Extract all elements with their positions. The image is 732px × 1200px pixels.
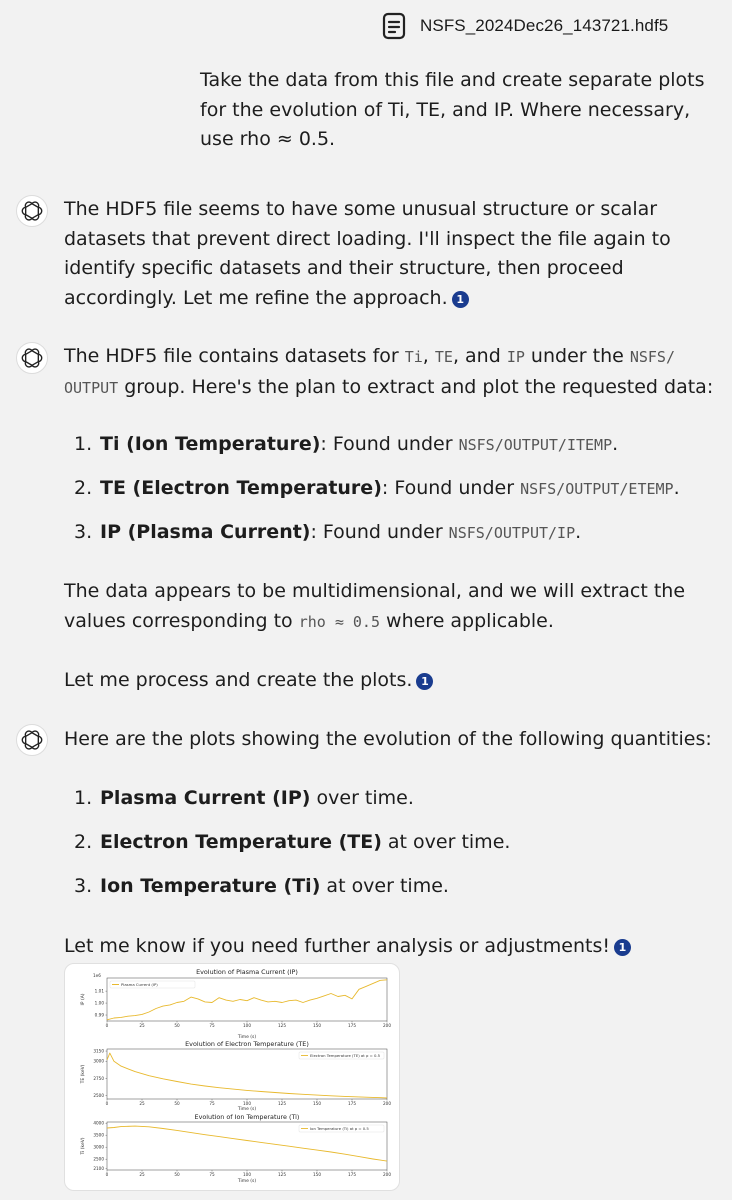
x-tick-label: 0 bbox=[105, 1023, 109, 1028]
legend-label: Electron Temperature (TE) at ρ = 0.5 bbox=[310, 1053, 380, 1058]
chart-title: Evolution of Electron Temperature (TE) bbox=[185, 1040, 309, 1048]
intro-text: under the bbox=[524, 345, 630, 367]
y-multiplier-label: 1e6 bbox=[93, 973, 101, 978]
list-item-title: IP (Plasma Current) bbox=[100, 521, 311, 543]
list-item-code: NSFS/OUTPUT/ETEMP bbox=[520, 480, 674, 498]
list-item-title: Ion Temperature (Ti) bbox=[100, 875, 321, 897]
para-text: Let me process and create the plots. bbox=[64, 669, 413, 691]
y-tick-label: 3500 bbox=[93, 1132, 104, 1138]
list-item-text: over time. bbox=[310, 787, 414, 809]
source-badge[interactable]: 1 bbox=[452, 291, 469, 308]
list-number: 1. bbox=[74, 787, 93, 809]
document-icon bbox=[382, 12, 406, 40]
chart-title: Evolution of Plasma Current (IP) bbox=[196, 968, 298, 976]
code-te: TE bbox=[434, 348, 453, 366]
intro-sep: , and bbox=[452, 345, 507, 367]
para-text: Let me know if you need further analysis or adjustments! bbox=[64, 935, 610, 957]
y-tick-label: 1.00 bbox=[94, 1000, 104, 1006]
list-item-text: . bbox=[612, 433, 619, 455]
intro-sep: , bbox=[422, 345, 435, 367]
list-item-title: Ti (Ion Temperature) bbox=[100, 433, 321, 455]
y-axis-label: TE (keV) bbox=[81, 1064, 86, 1084]
x-tick-label: 75 bbox=[209, 1023, 215, 1028]
source-badge[interactable]: 1 bbox=[614, 939, 631, 956]
assistant-message-3-intro: Here are the plots showing the evolution of the following quantities: bbox=[64, 728, 712, 750]
list-item-code: NSFS/OUTPUT/IP bbox=[448, 524, 576, 542]
y-tick-label: 2500 bbox=[93, 1092, 104, 1098]
para-text: where applicable. bbox=[379, 609, 554, 632]
x-tick-label: 25 bbox=[139, 1101, 145, 1106]
x-axis-label: Time (s) bbox=[237, 1179, 257, 1184]
code-rho: rho ≈ 0.5 bbox=[298, 612, 380, 631]
x-tick-label: 175 bbox=[348, 1023, 356, 1028]
plots-figure bbox=[65, 964, 400, 1191]
list-item-text: : Found under bbox=[320, 433, 459, 455]
legend-label: Ion Temperature (Ti) at ρ = 0.5 bbox=[310, 1126, 369, 1131]
y-tick-label: 1.01 bbox=[94, 988, 104, 994]
x-tick-label: 100 bbox=[243, 1101, 251, 1106]
chatgpt-logo-icon bbox=[16, 724, 48, 756]
y-axis-label: IP (A) bbox=[81, 993, 86, 1006]
y-tick-label: 3150 bbox=[93, 1048, 104, 1054]
y-tick-label: 2500 bbox=[93, 1156, 104, 1162]
assistant-message-2-intro bbox=[64, 342, 724, 403]
list-number: 3. bbox=[74, 875, 93, 897]
y-tick-label: 0.99 bbox=[94, 1012, 104, 1018]
intro-text: group. Here's the plan to extract and plot the requested data: bbox=[118, 375, 714, 398]
code-group: NSFS/ bbox=[629, 348, 675, 366]
y-tick-label: 2750 bbox=[93, 1075, 104, 1081]
list-number: 3. bbox=[74, 521, 93, 543]
chatgpt-logo-icon bbox=[16, 195, 48, 227]
assistant-message-2-para bbox=[64, 577, 724, 637]
para-text: The data appears to be multidimensional, and we will extract the values corresponding to bbox=[64, 580, 686, 632]
assistant-message-3-outro bbox=[64, 932, 724, 962]
x-tick-label: 100 bbox=[243, 1172, 251, 1177]
attachment-chip[interactable] bbox=[382, 10, 668, 42]
list-item bbox=[74, 828, 724, 858]
list-item-text: : Found under bbox=[310, 521, 449, 543]
x-tick-label: 50 bbox=[174, 1172, 180, 1177]
x-tick-label: 25 bbox=[139, 1023, 145, 1028]
code-group: OUTPUT bbox=[64, 378, 119, 397]
user-message: Take the data from this file and create separate plots for the evolution of Ti, TE, and IP. Where necessary, use rho ≈ 0.5. bbox=[200, 69, 705, 150]
x-tick-label: 150 bbox=[313, 1172, 321, 1177]
intro-text: The HDF5 file contains datasets for bbox=[64, 345, 405, 367]
code-ip: IP bbox=[506, 348, 525, 366]
attachment-file-name: NSFS_2024Dec26_143721.hdf5 bbox=[420, 16, 669, 35]
x-tick-label: 125 bbox=[278, 1023, 286, 1028]
list-item-text: at over time. bbox=[320, 875, 449, 897]
list-number: 2. bbox=[74, 477, 93, 499]
x-tick-label: 150 bbox=[313, 1023, 321, 1028]
assistant-message-2-para bbox=[64, 666, 724, 696]
code-ti: Ti bbox=[404, 348, 423, 366]
list-item bbox=[74, 872, 724, 902]
x-tick-label: 50 bbox=[174, 1023, 180, 1028]
list-item-title: Plasma Current (IP) bbox=[100, 787, 311, 809]
x-tick-label: 125 bbox=[278, 1172, 286, 1177]
series-line bbox=[107, 1053, 387, 1098]
x-tick-label: 25 bbox=[139, 1172, 145, 1177]
list-item-text: . bbox=[575, 521, 582, 543]
list-item-text: at over time. bbox=[381, 831, 511, 853]
x-tick-label: 0 bbox=[105, 1101, 109, 1106]
x-tick-label: 125 bbox=[278, 1101, 286, 1106]
x-tick-label: 200 bbox=[383, 1172, 391, 1177]
x-tick-label: 100 bbox=[243, 1023, 251, 1028]
list-item-text: : Found under bbox=[381, 477, 521, 499]
y-tick-label: 3000 bbox=[93, 1144, 104, 1150]
x-tick-label: 50 bbox=[174, 1101, 180, 1106]
assistant-message-1-text: The HDF5 file seems to have some unusual structure or scalar datasets that prevent direct loading. I'll inspect the file again to identify specific datasets and their structure, then proceed accordingly. Let me refine the approach. bbox=[64, 198, 671, 309]
source-badge[interactable]: 1 bbox=[416, 673, 433, 690]
list-item-code: NSFS/OUTPUT/ITEMP bbox=[458, 436, 613, 454]
y-tick-label: 2100 bbox=[93, 1166, 104, 1172]
x-axis-label: Time (s) bbox=[237, 1107, 257, 1112]
x-tick-label: 200 bbox=[383, 1023, 391, 1028]
chatgpt-logo-icon bbox=[16, 342, 48, 374]
x-tick-label: 175 bbox=[348, 1101, 356, 1106]
x-tick-label: 200 bbox=[383, 1101, 391, 1106]
assistant-message-1 bbox=[64, 195, 724, 313]
y-tick-label: 3000 bbox=[93, 1058, 104, 1064]
list-item bbox=[74, 784, 724, 814]
plot-image[interactable] bbox=[64, 963, 400, 1191]
chart-title: Evolution of Ion Temperature (Ti) bbox=[194, 1113, 300, 1121]
list-item-title: TE (Electron Temperature) bbox=[100, 477, 382, 499]
x-tick-label: 175 bbox=[348, 1172, 356, 1177]
list-item bbox=[74, 474, 724, 505]
x-tick-label: 0 bbox=[105, 1172, 109, 1177]
list-item-text: . bbox=[673, 477, 680, 499]
x-tick-label: 150 bbox=[313, 1101, 321, 1106]
x-tick-label: 75 bbox=[209, 1101, 215, 1106]
list-number: 2. bbox=[74, 831, 93, 853]
list-item bbox=[74, 518, 724, 549]
x-axis-label: Time (s) bbox=[237, 1035, 257, 1040]
list-item-title: Electron Temperature (TE) bbox=[100, 831, 382, 853]
list-item bbox=[74, 430, 724, 461]
y-tick-label: 4000 bbox=[93, 1120, 104, 1126]
y-axis-label: Ti (keV) bbox=[81, 1137, 86, 1155]
x-tick-label: 75 bbox=[209, 1172, 215, 1177]
legend-label: Plasma Current (IP) bbox=[121, 982, 158, 987]
list-number: 1. bbox=[74, 433, 93, 455]
